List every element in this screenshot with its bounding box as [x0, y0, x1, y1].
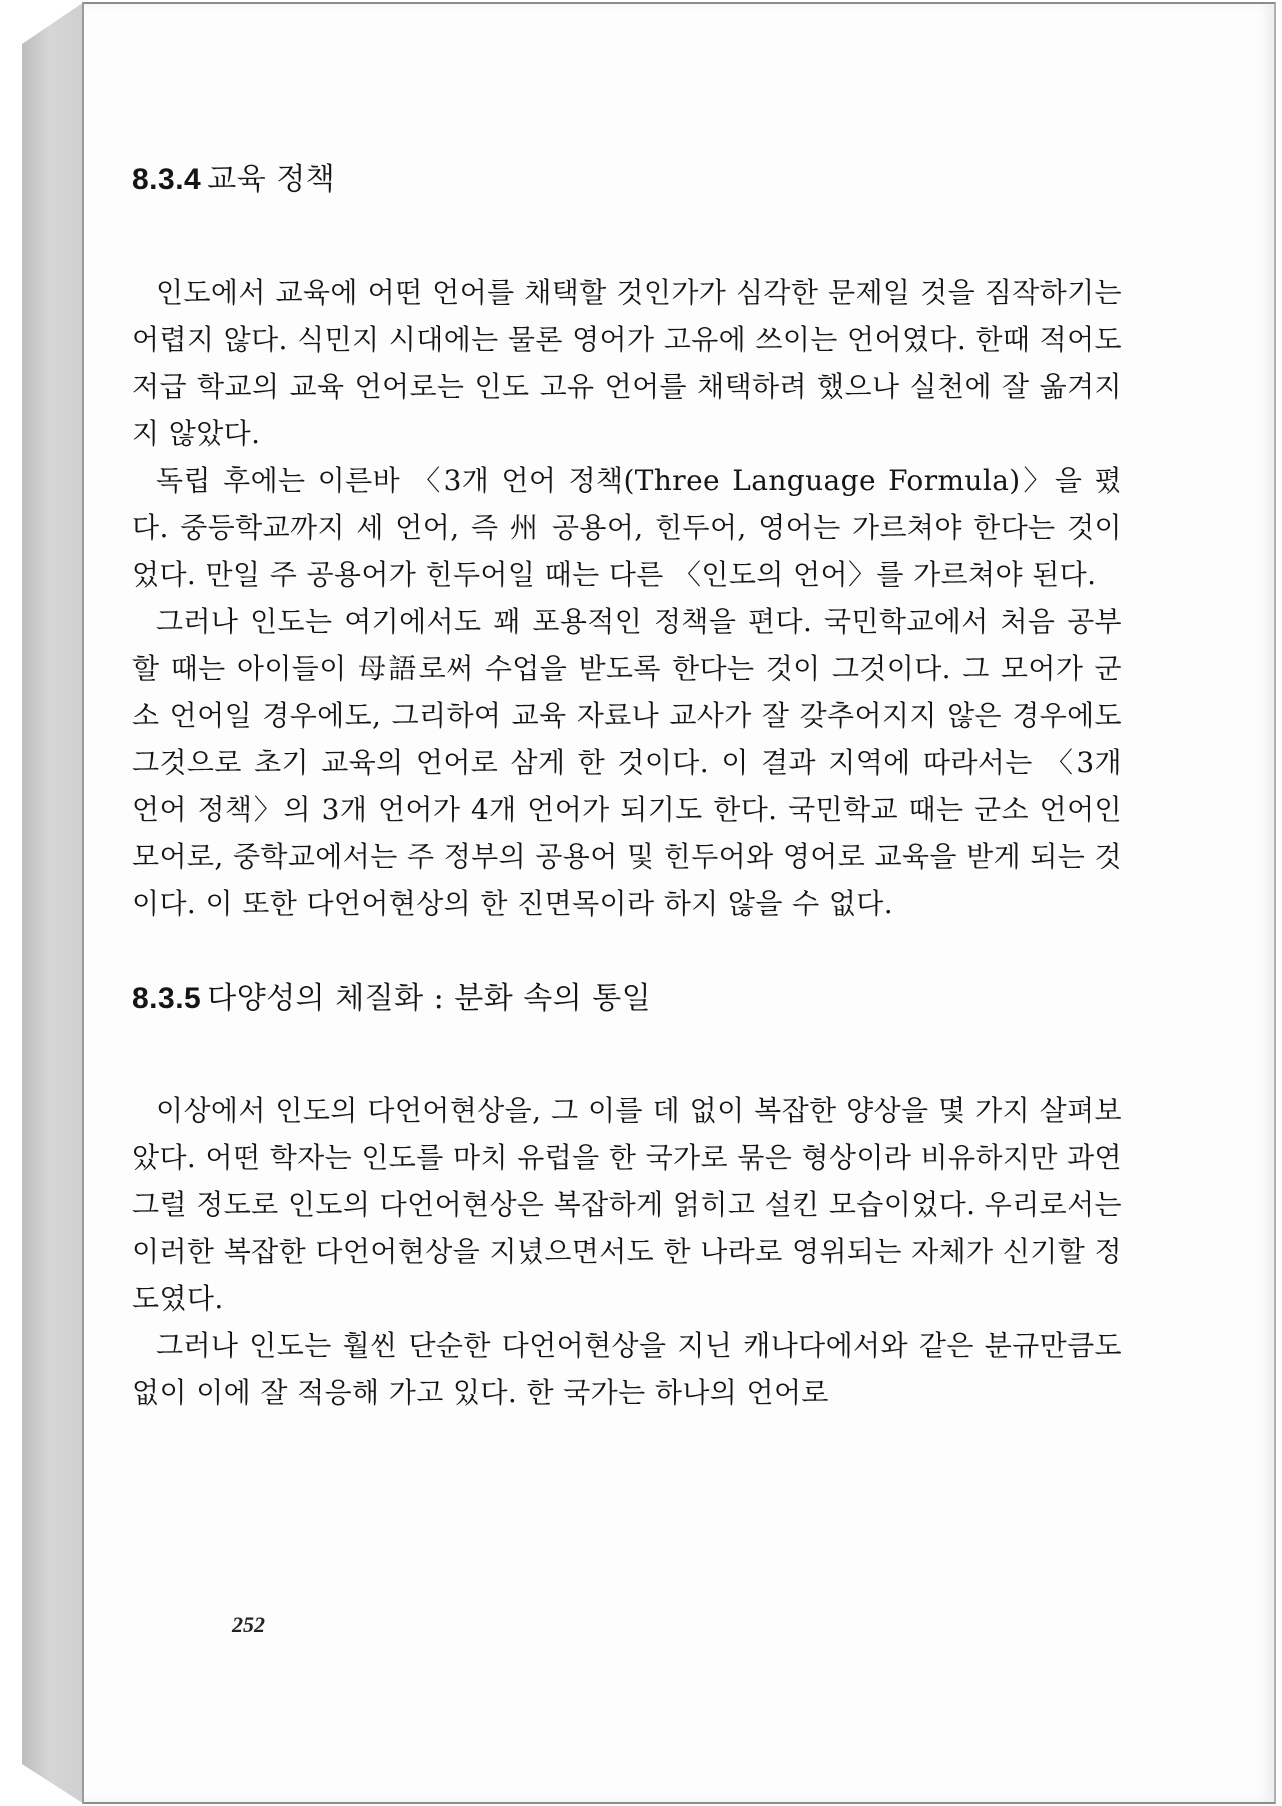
page-content — [132, 160, 1122, 1416]
paragraph: 인도에서 교육에 어떤 언어를 채택할 것인가가 심각한 문제일 것을 짐작하기는 어렵지 않다. 식민지 시대에는 물론 영어가 고유에 쓰이는 언어였다. 한때 적어도 저급 학교의 교육 언어로는 인도 고유 언어를 채택하려 했으나 실천에 잘 옮겨지지 않았다. — [132, 276, 1122, 450]
section-number: 8.3.5 — [132, 982, 202, 1015]
section-title: 다양성의 체질화 : 분화 속의 통일 — [207, 981, 652, 1016]
section-body — [132, 1087, 1122, 1416]
section-number: 8.3.4 — [132, 163, 202, 196]
paragraph: 이상에서 인도의 다언어현상을, 그 이를 데 없이 복잡한 양상을 몇 가지 살펴보았다. 어떤 학자는 인도를 마치 유럽을 한 국가로 묶은 형상이라 비유하지만 과연 그럴 정도로 인도의 다언어현상은 복잡하게 얽히고 설킨 모습이었다. 우리로서는 이러한 복잡한 다언어현상을 지녔으면서도 한 나라로 영위되는 자체가 신기할 정도였다. — [132, 1094, 1122, 1315]
book-spine — [22, 2, 84, 1804]
section-heading — [132, 979, 1122, 1019]
page-number: 252 — [232, 1612, 265, 1637]
section-body — [132, 269, 1122, 927]
paragraph: 독립 후에는 이른바 〈3개 언어 정책(Three Language Formula)〉을 폈다. 중등학교까지 세 언어, 즉 州 공용어, 힌두어, 영어는 가르쳐야 한다는 것이었다. 만일 주 공용어가 힌두어일 때는 다른 〈인도의 언어〉를 가르쳐야 된다. — [132, 464, 1122, 591]
section-title: 교육 정책 — [207, 162, 336, 197]
section-heading — [132, 160, 1122, 200]
paragraph: 그러나 인도는 훨씬 단순한 다언어현상을 지닌 캐나다에서와 같은 분규만큼도 없이 이에 잘 적응해 가고 있다. 한 국가는 하나의 언어로 — [132, 1329, 1122, 1409]
paragraph: 그러나 인도는 여기에서도 꽤 포용적인 정책을 편다. 국민학교에서 처음 공부할 때는 아이들이 母語로써 수업을 받도록 한다는 것이 그것이다. 그 모어가 군소 언어일 경우에도, 그리하여 교육 자료나 교사가 잘 갖추어지지 않은 경우에도 그것으로 초기 교육의 언어로 삼게 한 것이다. 이 결과 지역에 따라서는 〈3개 언어 정책〉의 3개 언어가 4개 언어가 되기도 한다. 국민학교 때는 군소 언어인 모어로, 중학교에서는 주 정부의 공용어 및 힌두어와 영어로 교육을 받게 되는 것이다. 이 또한 다언어현상의 한 진면목이라 하지 않을 수 없다. — [132, 605, 1122, 920]
